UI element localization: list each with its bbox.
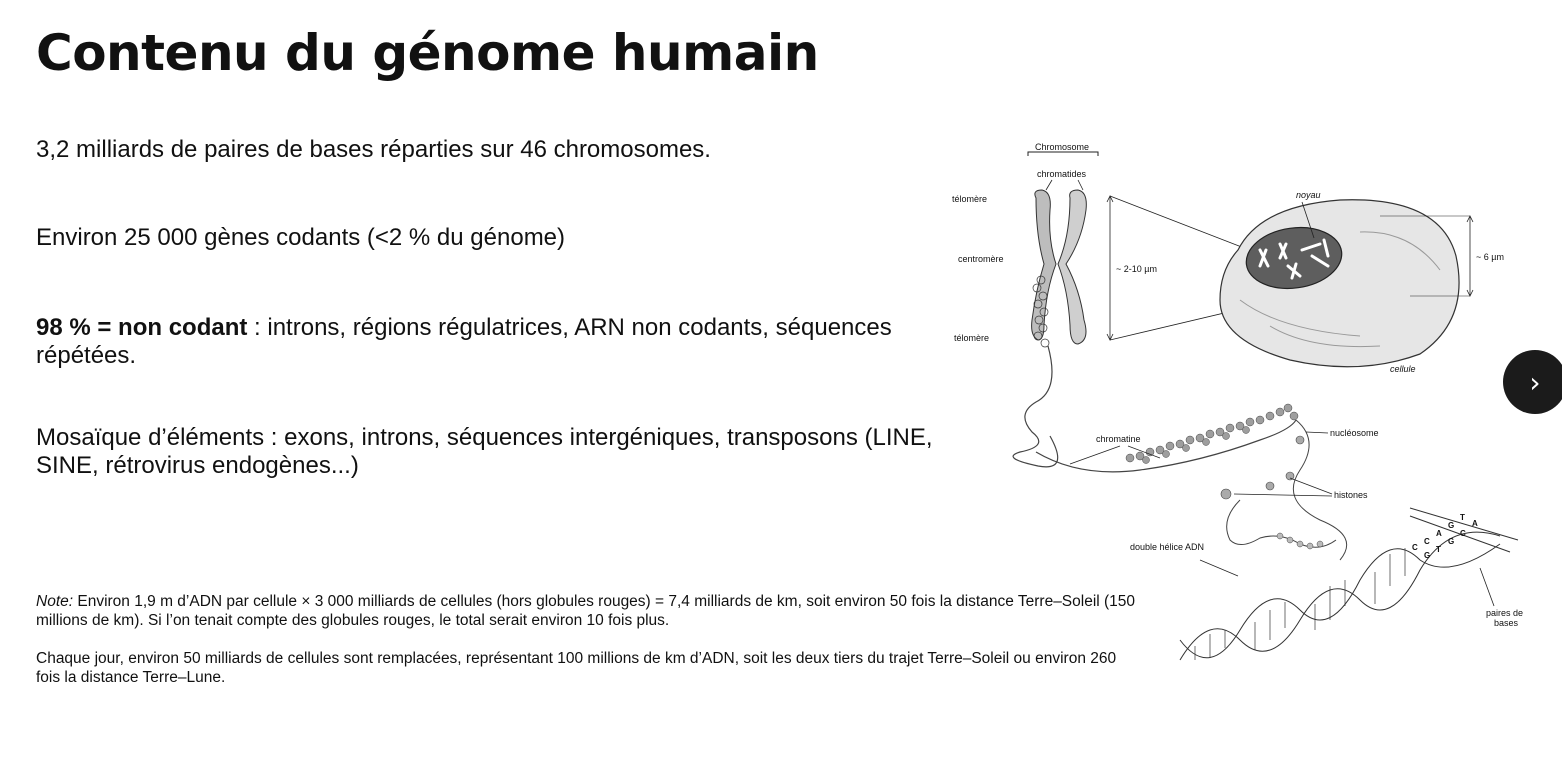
- label-paires-de: paires de: [1486, 608, 1524, 618]
- bullet-mosaic: Mosaïque d’éléments : exons, introns, séquences intergéniques, transposons (LINE, SINE, rétrovirus endogènes...): [36, 424, 933, 479]
- label-chromatine: chromatine: [1096, 434, 1141, 444]
- note-label: Note:: [36, 593, 74, 610]
- base-c: C: [1460, 529, 1466, 538]
- base-g2: G: [1448, 537, 1455, 546]
- base-a: A: [1472, 519, 1478, 528]
- base-g: G: [1448, 521, 1455, 530]
- nucleosome-beads: [1221, 436, 1304, 499]
- base-t2: T: [1436, 545, 1441, 554]
- cell-shape: [1220, 200, 1459, 367]
- label-chromatides: chromatides: [1037, 169, 1087, 179]
- label-telomere-bottom: télomère: [954, 333, 990, 343]
- note-cell-renewal: Chaque jour, environ 50 milliards de cellules sont remplacées, représentant 100 millions de km d’ADN, soit les deux tiers du trajet Terre–Soleil ou environ 260 fois la distance Terre–Lune.: [36, 650, 1117, 686]
- label-cell-size: ~ 6 µm: [1476, 252, 1504, 262]
- bullet-base-pairs: 3,2 milliards de paires de bases réparties sur 46 chromosomes.: [36, 136, 711, 163]
- next-slide-button[interactable]: [1503, 350, 1562, 414]
- label-chromosome-size: ~ 2-10 µm: [1116, 264, 1157, 274]
- note-dna-length-text: Environ 1,9 m d’ADN par cellule × 3 000 milliards de cellules (hors globules rouges) = 7,4 milliards de km, soit environ 50 fois la distance Terre–Soleil (150 millions de km). Si l’on tenait compte des globules rouges, le total serait environ 10 fois plus.: [36, 593, 1136, 629]
- base-a2: A: [1436, 529, 1442, 538]
- bullet-coding-genes: Environ 25 000 gènes codants (<2 % du génome): [36, 224, 566, 251]
- base-pairs-ladder: [1410, 508, 1518, 560]
- bullet-non-coding-text: : introns, régions régulatrices, ARN non codants, séquences répétées.: [36, 314, 892, 369]
- label-bases: bases: [1494, 618, 1519, 628]
- base-c3: C: [1412, 543, 1418, 552]
- chromosome-shape: [1032, 190, 1087, 347]
- dna-double-helix: [1180, 532, 1500, 660]
- chromosome-dna-diagram: [940, 140, 1540, 690]
- label-double-helice: double hélice ADN: [1130, 542, 1205, 552]
- label-cellule: cellule: [1390, 364, 1416, 374]
- label-chromosome: Chromosome: [1035, 142, 1090, 152]
- chevron-right-icon: ›: [1529, 365, 1541, 399]
- label-nucleosome: nucléosome: [1330, 428, 1379, 438]
- base-g3: G: [1424, 551, 1431, 560]
- base-t: T: [1460, 513, 1465, 522]
- bullet-non-coding: [36, 314, 936, 370]
- label-centromere: centromère: [958, 254, 1004, 264]
- label-histones: histones: [1334, 490, 1368, 500]
- bullet-non-coding-bold: 98 % = non codant: [36, 314, 248, 341]
- slide-title: Contenu du génome humain: [36, 24, 819, 82]
- label-telomere-top: télomère: [952, 194, 988, 204]
- label-noyau: noyau: [1296, 190, 1321, 200]
- base-c2: C: [1424, 537, 1430, 546]
